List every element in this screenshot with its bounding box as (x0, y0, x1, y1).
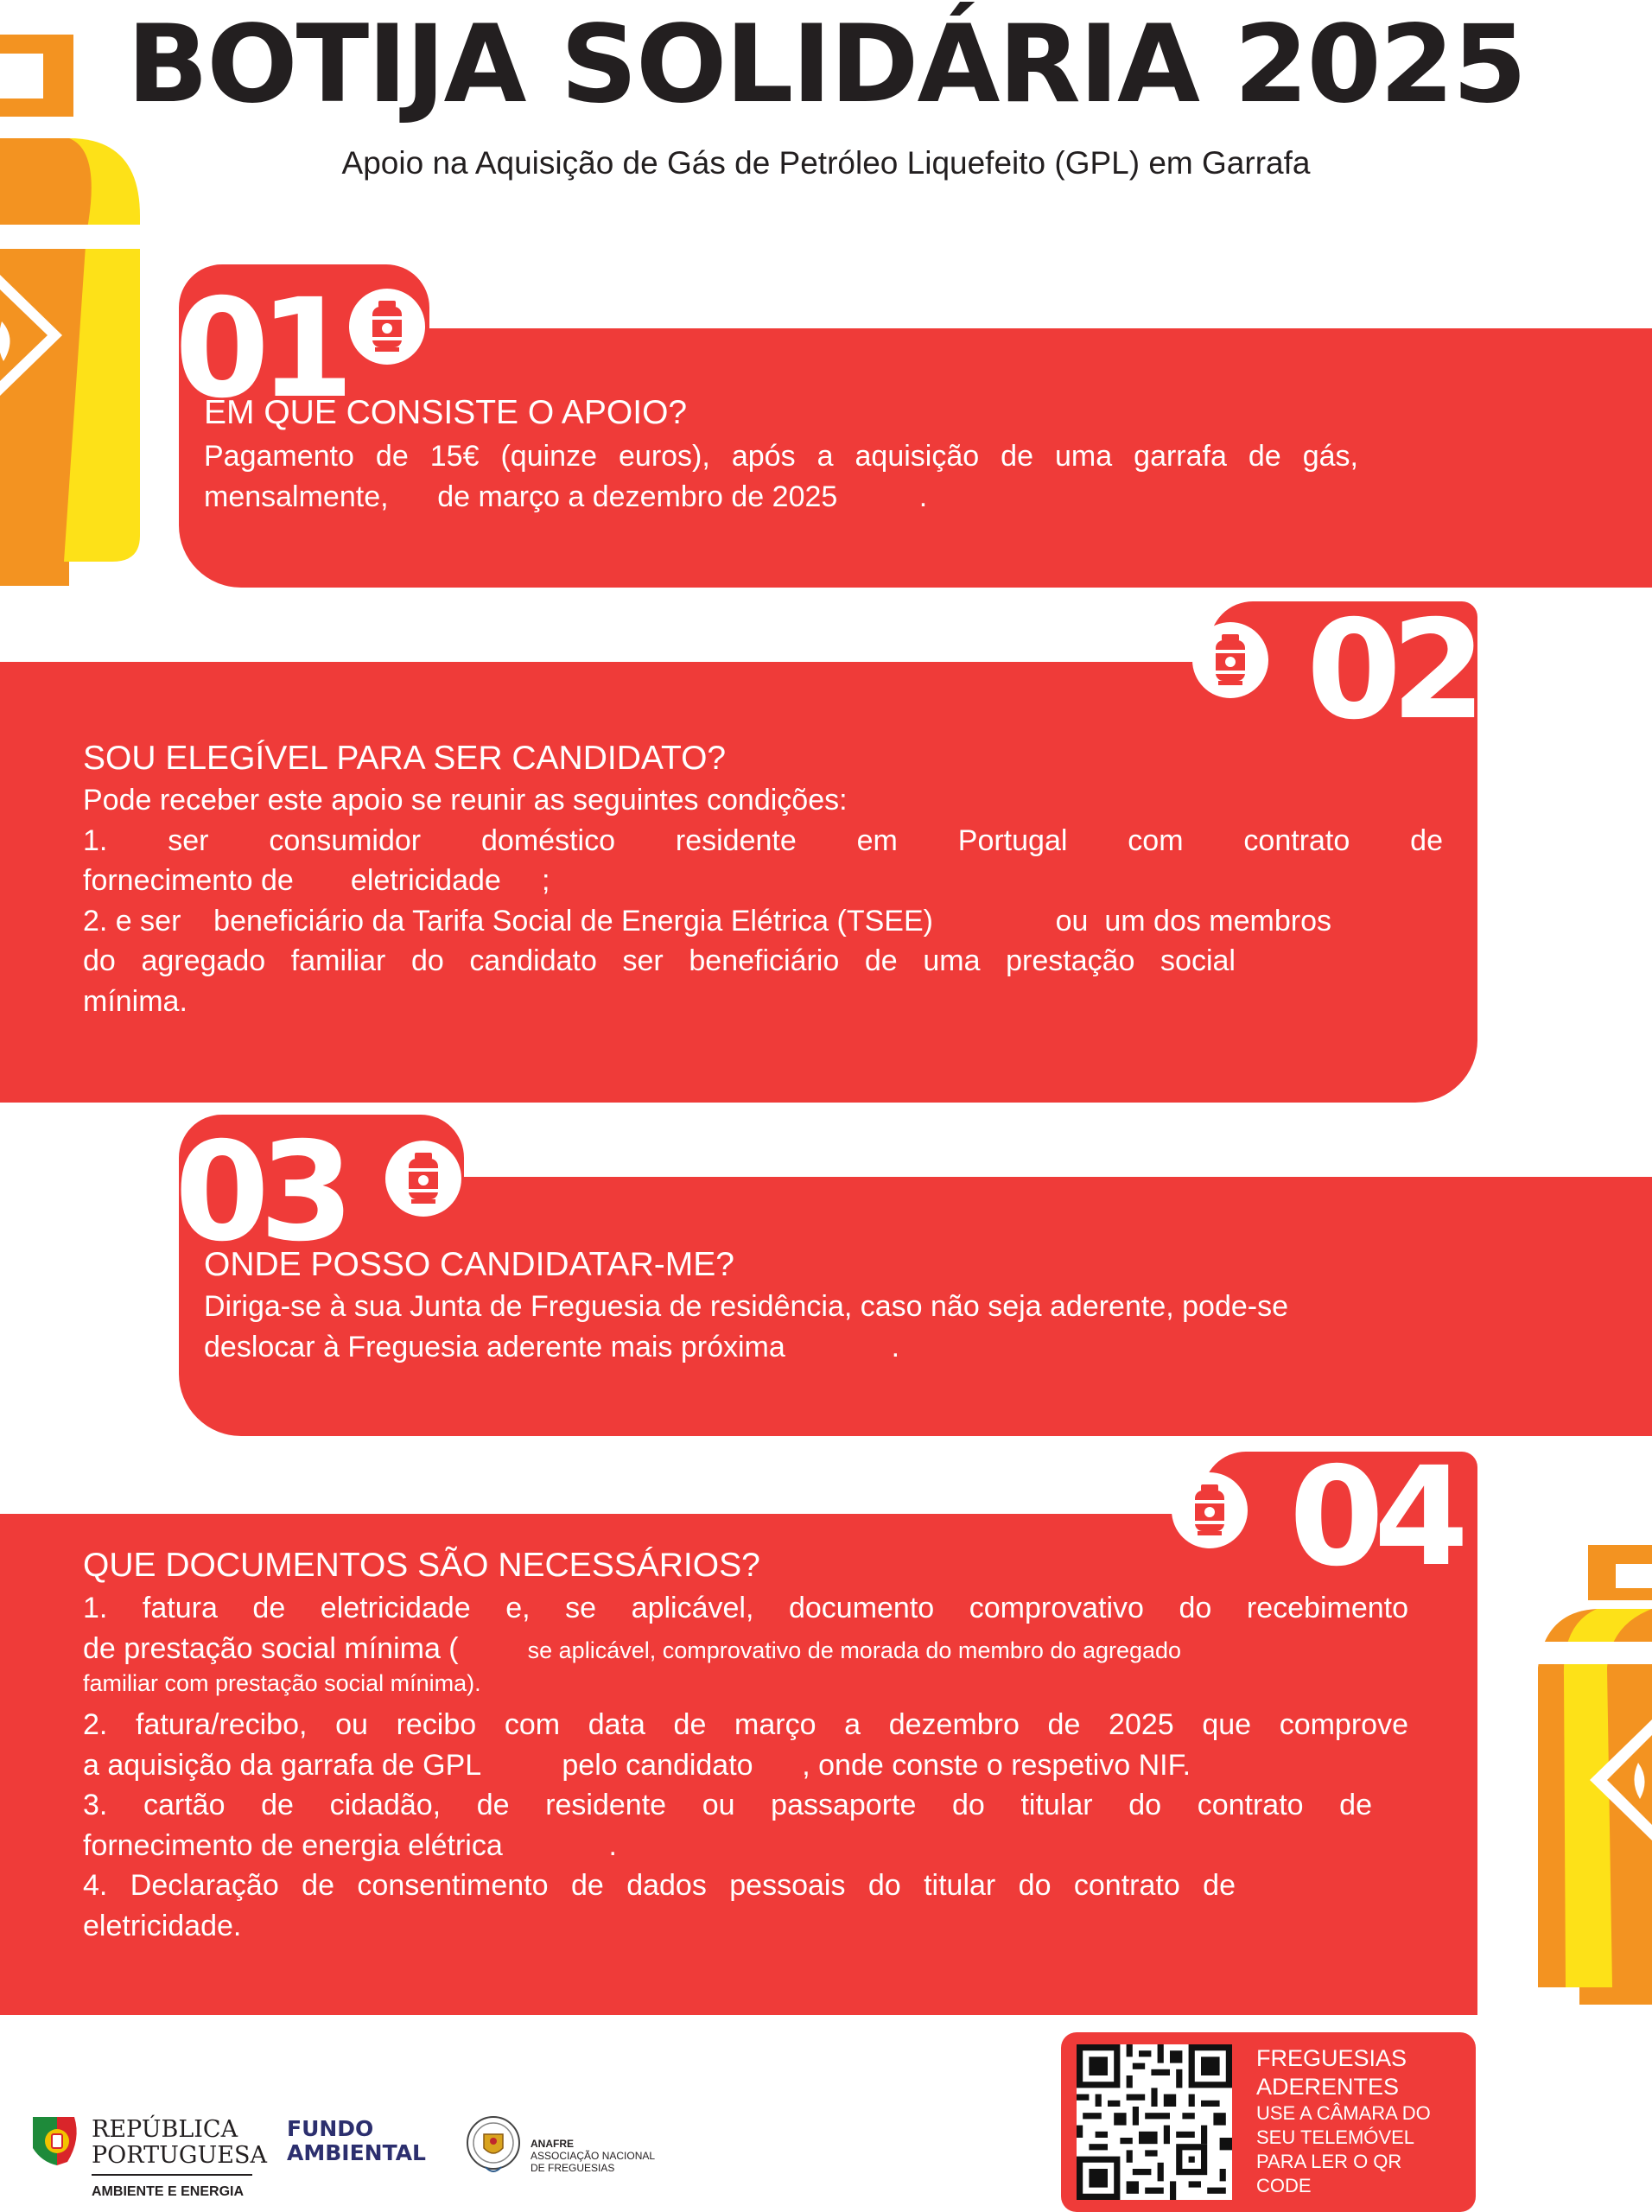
body-line: 3. cartão de cidadão, de residente ou passaporte do titular do contrato de (83, 1789, 1372, 1821)
body-line: fornecimento de eletricidade ; (83, 864, 550, 897)
fundo-ambiental-logo (287, 2117, 426, 2165)
logo-line: FUNDO (287, 2116, 374, 2141)
republica-portuguesa-emblem-icon (33, 2113, 81, 2179)
logo-line: AMBIENTAL (287, 2140, 426, 2165)
anafre-logo-text (531, 2138, 655, 2174)
body-line-note: familiar com prestação social mínima). (83, 1670, 481, 1696)
body-line: Diriga-se à sua Junta de Freguesia de residência, caso não seja aderente, pode-se (204, 1290, 1288, 1323)
qr-code[interactable] (1077, 2044, 1232, 2200)
body-line: 4. Declaração de consentimento de dados pessoais do titular do contrato de (83, 1869, 1236, 1902)
logo-line: ANAFRE (531, 2138, 574, 2150)
qr-box-title (1256, 2044, 1407, 2101)
section-03-number: 03 (175, 1113, 344, 1272)
section-04-number: 04 (1289, 1438, 1458, 1597)
section-03-heading: ONDE POSSO CANDIDATAR-ME? (204, 1246, 734, 1283)
section-03-body (204, 1287, 1414, 1367)
anafre-seal-icon (465, 2113, 522, 2177)
body-line: fornecimento de energia elétrica . (83, 1828, 617, 1862)
body-line-note: se aplicável, comprovativo de morada do membro do agregado (527, 1637, 1182, 1663)
qr-instruction-line: USE A CÂMARA DO (1256, 2102, 1431, 2124)
gas-cylinder-illustration-right (1528, 1503, 1652, 2022)
page-subtitle: Apoio na Aquisição de Gás de Petróleo Liquefeito (GPL) em Garrafa (341, 145, 1311, 181)
body-line: eletricidade. (83, 1909, 242, 1942)
qr-instruction-line: CODE (1256, 2175, 1312, 2196)
qr-box-title-line: ADERENTES (1256, 2074, 1400, 2100)
qr-box-instructions (1256, 2101, 1431, 2198)
section-02-body (83, 780, 1443, 1021)
qr-box-title-line: FREGUESIAS (1256, 2045, 1407, 2071)
body-line: Pagamento de 15€ (quinze euros), após a aquisição de uma garrafa de gás, (204, 440, 1358, 473)
logo-line: PORTUGUESA (92, 2142, 267, 2169)
body-line: mensalmente, de março a dezembro de 2025 . (204, 480, 928, 513)
body-line: mínima. (83, 984, 187, 1018)
logo-divider (92, 2174, 252, 2176)
body-line: 1. fatura de eletricidade e, se aplicável, documento comprovativo do recebimento (83, 1592, 1408, 1624)
section-01-number: 01 (175, 270, 344, 429)
section-04-heading: QUE DOCUMENTOS SÃO NECESSÁRIOS? (83, 1547, 760, 1584)
section-04-body (83, 1588, 1408, 1946)
body-line: Pode receber este apoio se reunir as seguintes condições: (83, 784, 848, 817)
body-line: a aquisição da garrafa de GPL pelo candidato , onde conste o respetivo NIF. (83, 1748, 1191, 1782)
gas-cylinder-icon (1192, 622, 1268, 698)
republica-portuguesa-subtitle: AMBIENTE E ENERGIA (92, 2184, 245, 2199)
section-01-heading: EM QUE CONSISTE O APOIO? (204, 394, 688, 431)
body-line-part: de prestação social mínima ( (83, 1631, 459, 1665)
body-line: do agregado familiar do candidato ser beneficiário de uma prestação social (83, 944, 1236, 977)
gas-cylinder-icon (1172, 1472, 1248, 1548)
republica-portuguesa-logo-text (92, 2117, 267, 2169)
body-line (83, 1629, 1408, 1669)
qr-code-box (1061, 2032, 1476, 2212)
section-01-body (204, 436, 1358, 517)
qr-instruction-line: PARA LER O QR (1256, 2151, 1402, 2172)
page-title: BOTIJA SOLIDÁRIA 2025 (126, 3, 1526, 127)
gas-cylinder-icon (349, 289, 425, 365)
section-02-number: 02 (1306, 591, 1476, 750)
logo-line: ASSOCIAÇÃO NACIONAL (531, 2150, 656, 2162)
logo-line: DE FREGUESIAS (531, 2162, 615, 2174)
qr-instruction-line: SEU TELEMÓVEL (1256, 2126, 1414, 2148)
section-02-heading: SOU ELEGÍVEL PARA SER CANDIDATO? (83, 740, 727, 777)
logo-line: REPÚBLICA (92, 2116, 238, 2143)
gas-cylinder-icon (385, 1141, 461, 1217)
body-line: 1. ser consumidor doméstico residente em Portugal com contrato de (83, 823, 1443, 857)
body-line: 2. e ser beneficiário da Tarifa Social de Energia Elétrica (TSEE) ou um dos membros (83, 904, 1331, 938)
body-line: 2. fatura/recibo, ou recibo com data de março a dezembro de 2025 que comprove (83, 1708, 1408, 1741)
body-line: deslocar à Freguesia aderente mais próxima . (204, 1330, 900, 1363)
